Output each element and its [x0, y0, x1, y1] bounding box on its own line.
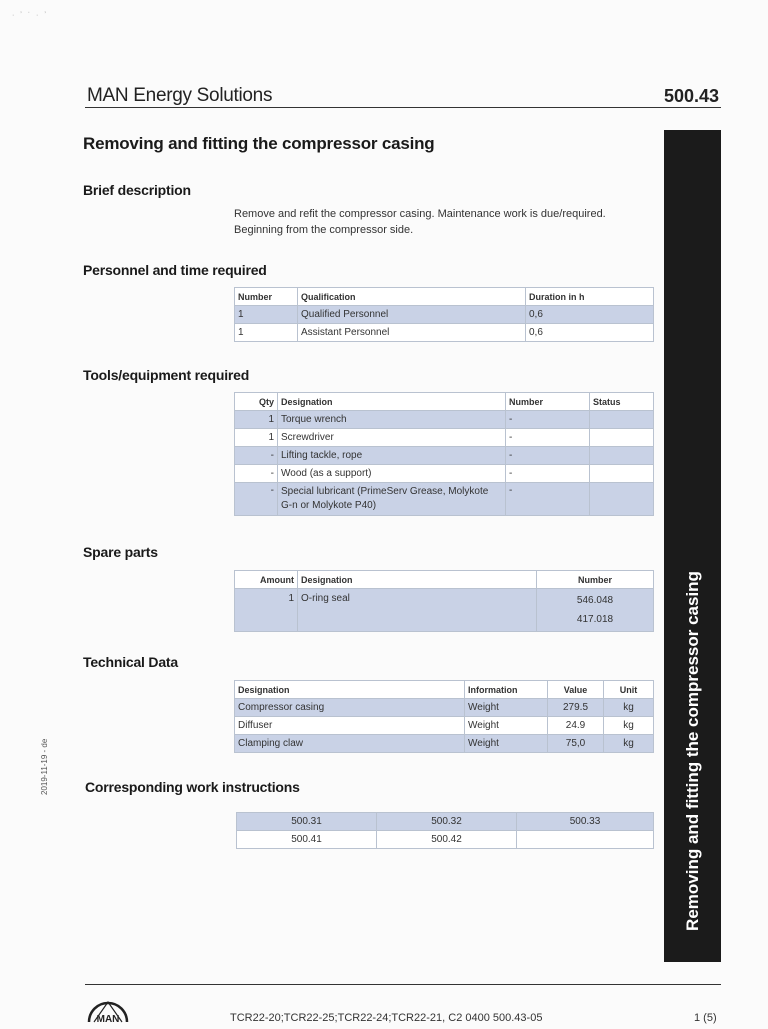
scan-mark: · ʼ ˈ · ʼ [12, 12, 48, 19]
table-cell: O-ring seal [298, 589, 537, 632]
brief-text: Remove and refit the compressor casing. Maintenance work is due/required. Beginning from the compressor side. [234, 208, 606, 236]
technical-table [234, 680, 654, 753]
table-row [235, 411, 654, 429]
man-logo [86, 996, 130, 1024]
table-row [235, 699, 654, 717]
date-mark: 2019-11-19 - de [40, 738, 49, 795]
column-header: Number [537, 571, 654, 589]
table-row [235, 447, 654, 465]
table-cell: 1 [235, 324, 298, 342]
table-row [235, 465, 654, 483]
work-instruction-ref[interactable]: 500.42 [377, 831, 517, 849]
table-cell: Qualified Personnel [298, 306, 526, 324]
brand-name: MAN Energy Solutions [87, 85, 273, 106]
table-cell: 24.9 [548, 717, 604, 735]
personnel-table [234, 287, 654, 342]
spare-heading: Spare parts [83, 544, 158, 560]
column-header: Designation [278, 393, 506, 411]
table-cell [590, 483, 654, 516]
table-cell: Wood (as a support) [278, 465, 506, 483]
column-header: Status [590, 393, 654, 411]
table-row [237, 813, 654, 831]
column-header: Qty [235, 393, 278, 411]
header-rule [85, 107, 721, 108]
document-number: 500.43 [664, 86, 720, 106]
table-cell: - [506, 429, 590, 447]
table-cell: - [506, 411, 590, 429]
table-cell [590, 465, 654, 483]
column-header: Designation [235, 681, 465, 699]
man-logo-text: MAN [96, 1014, 120, 1024]
work-instruction-ref[interactable]: 500.41 [237, 831, 377, 849]
table-header-row [235, 571, 654, 589]
tools-heading: Tools/equipment required [83, 367, 250, 383]
table-cell [590, 411, 654, 429]
column-header: Amount [235, 571, 298, 589]
work-instruction-ref[interactable]: 500.33 [517, 813, 654, 831]
table-cell: Weight [465, 699, 548, 717]
sidebar-title: Removing and fitting the compressor casing [682, 571, 702, 931]
table-row [235, 429, 654, 447]
part-number: 546.048 [576, 595, 614, 606]
column-header: Designation [298, 571, 537, 589]
section-sidebar [664, 130, 721, 962]
table-cell: - [235, 447, 278, 465]
table-header-row [235, 393, 654, 411]
table-cell: 75,0 [548, 735, 604, 753]
column-header: Information [465, 681, 548, 699]
table-cell: - [506, 447, 590, 465]
page-title: Removing and fitting the compressor casing [83, 134, 435, 153]
table-cell: Assistant Personnel [298, 324, 526, 342]
table-cell [590, 429, 654, 447]
table-cell: Special lubricant (PrimeServ Grease, Molykote G-n or Molykote P40) [278, 483, 506, 516]
table-cell: 0,6 [526, 306, 654, 324]
column-header: Unit [604, 681, 654, 699]
table-cell: Lifting tackle, rope [278, 447, 506, 465]
column-header: Qualification [298, 288, 526, 306]
table-cell: 279.5 [548, 699, 604, 717]
footer-reference: TCR22-20;TCR22-25;TCR22-24;TCR22-21, C2 0400 500.43-05 [230, 1012, 543, 1024]
personnel-heading: Personnel and time required [83, 262, 267, 278]
column-header: Number [235, 288, 298, 306]
table-cell: Clamping claw [235, 735, 465, 753]
table-cell: Torque wrench [278, 411, 506, 429]
table-cell [590, 447, 654, 465]
table-cell: Compressor casing [235, 699, 465, 717]
table-cell: Weight [465, 735, 548, 753]
page-number: 1 (5) [694, 1012, 717, 1024]
table-cell: kg [604, 699, 654, 717]
table-cell: 1 [235, 306, 298, 324]
table-cell: - [235, 465, 278, 483]
table-cell: 1 [235, 429, 278, 447]
man-logo-icon [86, 996, 130, 1024]
work-heading: Corresponding work instructions [85, 779, 300, 795]
work-instruction-ref[interactable]: 500.31 [237, 813, 377, 831]
table-cell: kg [604, 735, 654, 753]
table-cell: - [506, 483, 590, 516]
table-row [235, 483, 654, 516]
table-cell: 0,6 [526, 324, 654, 342]
table-cell: Screwdriver [278, 429, 506, 447]
table-header-row [235, 681, 654, 699]
brief-heading: Brief description [83, 182, 191, 198]
column-header: Number [506, 393, 590, 411]
table-row [237, 831, 654, 849]
table-row [235, 306, 654, 324]
column-header: Value [548, 681, 604, 699]
table-cell: Diffuser [235, 717, 465, 735]
table-row [235, 589, 654, 632]
table-row [235, 717, 654, 735]
footer-rule [85, 984, 721, 985]
work-instruction-ref[interactable]: 500.32 [377, 813, 517, 831]
work-instruction-ref [517, 831, 654, 849]
table-cell: Weight [465, 717, 548, 735]
table-cell [537, 589, 654, 632]
table-cell: 1 [235, 589, 298, 632]
table-header-row [235, 288, 654, 306]
column-header: Duration in h [526, 288, 654, 306]
table-cell: 1 [235, 411, 278, 429]
table-cell: - [506, 465, 590, 483]
table-cell: kg [604, 717, 654, 735]
technical-heading: Technical Data [83, 654, 178, 670]
table-cell: - [235, 483, 278, 516]
work-instructions-table [236, 812, 654, 849]
tools-table [234, 392, 654, 516]
part-number: 417.018 [576, 614, 614, 625]
table-row [235, 735, 654, 753]
table-row [235, 324, 654, 342]
spare-table [234, 570, 654, 632]
